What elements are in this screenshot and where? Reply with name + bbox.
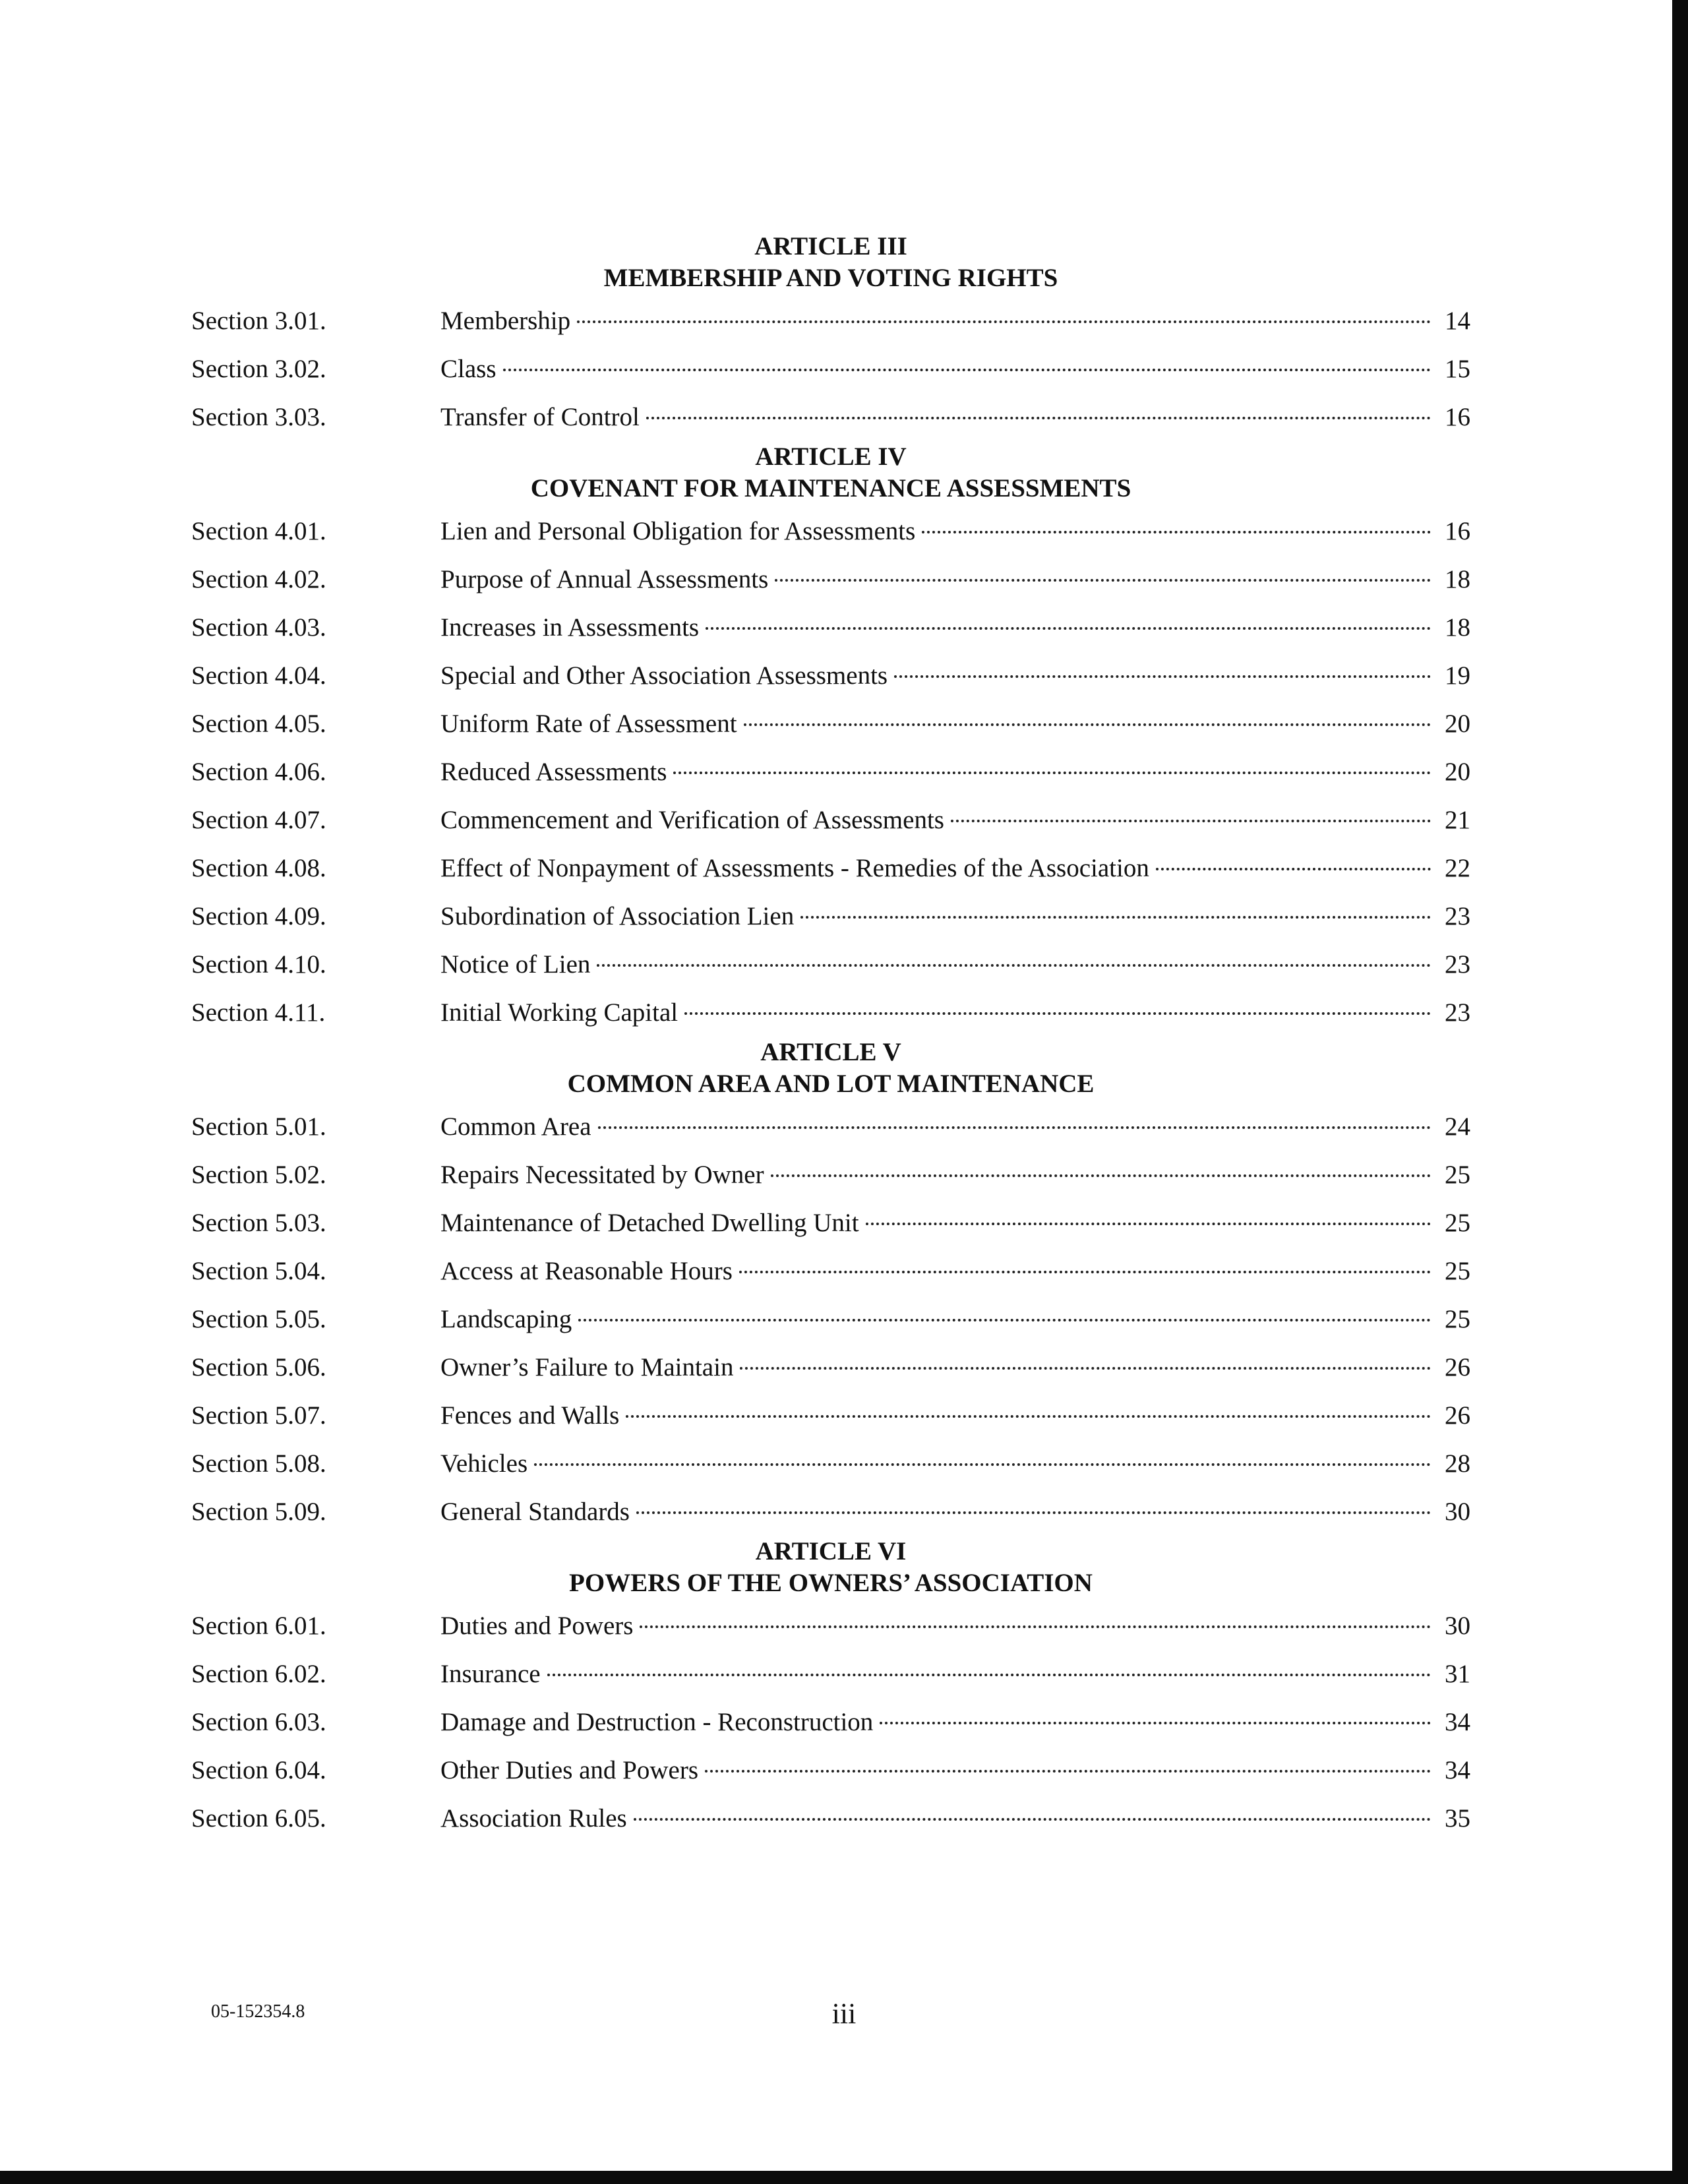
dot-leader <box>739 1271 1431 1273</box>
toc-entry <box>191 1247 1470 1295</box>
toc-entry <box>191 297 1470 345</box>
dot-leader <box>673 772 1431 774</box>
page-number: iii <box>831 1997 857 2030</box>
section-title: Access at Reasonable Hours <box>440 1257 733 1285</box>
dot-leader <box>740 1367 1431 1370</box>
section-page: 24 <box>1445 1112 1470 1141</box>
article-number: ARTICLE V <box>760 1038 901 1066</box>
section-page: 16 <box>1445 517 1470 545</box>
section-number: Section 5.01. <box>191 1112 326 1141</box>
section-page: 26 <box>1445 1401 1470 1430</box>
dot-leader <box>547 1674 1431 1676</box>
toc-entry <box>191 892 1470 940</box>
section-number: Section 4.09. <box>191 902 326 930</box>
section-number: Section 4.11. <box>191 998 326 1027</box>
section-number: Section 4.06. <box>191 758 326 786</box>
toc-entry <box>191 1602 1470 1650</box>
dot-leader <box>646 417 1431 419</box>
article-heading <box>191 1037 1470 1100</box>
dot-leader <box>705 1770 1431 1773</box>
section-title: Vehicles <box>440 1449 528 1478</box>
section-number: Section 6.02. <box>191 1660 326 1688</box>
table-of-contents <box>191 231 1470 1842</box>
section-title: Class <box>440 355 497 383</box>
toc-entry <box>191 748 1470 796</box>
section-page: 30 <box>1445 1612 1470 1640</box>
toc-entry <box>191 1103 1470 1151</box>
toc-entry <box>191 700 1470 748</box>
section-number: Section 5.07. <box>191 1401 326 1430</box>
section-page: 23 <box>1445 950 1470 979</box>
section-page: 25 <box>1445 1305 1470 1333</box>
section-page: 25 <box>1445 1209 1470 1237</box>
section-title: Uniform Rate of Assessment <box>440 710 737 738</box>
article-title: COVENANT FOR MAINTENANCE ASSESSMENTS <box>530 474 1131 502</box>
toc-entry <box>191 1794 1470 1842</box>
section-page: 18 <box>1445 565 1470 593</box>
section-page: 31 <box>1445 1660 1470 1688</box>
toc-entry <box>191 1151 1470 1199</box>
dot-leader <box>503 369 1431 371</box>
section-number: Section 3.03. <box>191 403 326 431</box>
toc-entry <box>191 1698 1470 1746</box>
section-title: General Standards <box>440 1498 630 1526</box>
section-page: 25 <box>1445 1257 1470 1285</box>
section-title: Repairs Necessitated by Owner <box>440 1161 764 1189</box>
section-title: Other Duties and Powers <box>440 1756 699 1784</box>
section-page: 34 <box>1445 1708 1470 1736</box>
toc-entry <box>191 393 1470 441</box>
dot-leader <box>640 1625 1431 1628</box>
toc-entry <box>191 844 1470 892</box>
section-title: Commencement and Verification of Assessments <box>440 806 944 834</box>
section-page: 34 <box>1445 1756 1470 1784</box>
toc-entry <box>191 1199 1470 1247</box>
dot-leader <box>577 320 1431 323</box>
section-number: Section 3.02. <box>191 355 326 383</box>
scan-border-bottom <box>0 2171 1688 2184</box>
article-title: POWERS OF THE OWNERS’ ASSOCIATION <box>569 1569 1093 1597</box>
scan-border-right <box>1672 0 1688 2184</box>
section-number: Section 5.08. <box>191 1449 326 1478</box>
section-page: 19 <box>1445 661 1470 690</box>
section-title: Membership <box>440 307 571 335</box>
section-number: Section 5.02. <box>191 1161 326 1189</box>
section-title: Owner’s Failure to Maintain <box>440 1353 734 1381</box>
section-page: 16 <box>1445 403 1470 431</box>
section-title: Maintenance of Detached Dwelling Unit <box>440 1209 859 1237</box>
section-number: Section 4.03. <box>191 613 326 642</box>
dot-leader <box>866 1223 1431 1225</box>
toc-entry <box>191 555 1470 603</box>
section-number: Section 6.04. <box>191 1756 326 1784</box>
section-page: 15 <box>1445 355 1470 383</box>
dot-leader <box>598 1126 1431 1129</box>
toc-entry <box>191 1440 1470 1488</box>
dot-leader <box>578 1319 1431 1321</box>
section-number: Section 5.06. <box>191 1353 326 1381</box>
dot-leader <box>597 964 1431 967</box>
section-page: 18 <box>1445 613 1470 642</box>
toc-entry <box>191 507 1470 555</box>
dot-leader <box>634 1818 1431 1821</box>
section-number: Section 4.02. <box>191 565 326 593</box>
toc-entry <box>191 988 1470 1037</box>
dot-leader <box>684 1012 1431 1015</box>
dot-leader <box>922 531 1431 533</box>
section-title: Increases in Assessments <box>440 613 700 642</box>
section-number: Section 6.05. <box>191 1804 326 1833</box>
article-title: COMMON AREA AND LOT MAINTENANCE <box>567 1070 1095 1098</box>
section-title: Special and Other Association Assessments <box>440 661 888 690</box>
section-title: Lien and Personal Obligation for Assessments <box>440 517 916 545</box>
section-title: Transfer of Control <box>440 403 640 431</box>
toc-entry <box>191 1343 1470 1391</box>
section-page: 30 <box>1445 1498 1470 1526</box>
section-number: Section 4.05. <box>191 710 326 738</box>
toc-entry <box>191 1391 1470 1440</box>
article-number: ARTICLE IV <box>755 442 907 471</box>
document-id: 05-152354.8 <box>211 2001 305 2022</box>
dot-leader <box>1156 868 1431 870</box>
dot-leader <box>636 1511 1431 1514</box>
section-page: 26 <box>1445 1353 1470 1381</box>
dot-leader <box>775 579 1431 582</box>
article-heading <box>191 1536 1470 1599</box>
section-title: Initial Working Capital <box>440 998 678 1027</box>
section-title: Purpose of Annual Assessments <box>440 565 769 593</box>
section-page: 28 <box>1445 1449 1470 1478</box>
section-page: 22 <box>1445 854 1470 882</box>
toc-entry <box>191 1746 1470 1794</box>
section-number: Section 6.01. <box>191 1612 326 1640</box>
section-title: Notice of Lien <box>440 950 591 979</box>
section-number: Section 4.10. <box>191 950 326 979</box>
section-title: Effect of Nonpayment of Assessments - Remedies of the Association <box>440 854 1149 882</box>
section-number: Section 4.04. <box>191 661 326 690</box>
section-page: 20 <box>1445 710 1470 738</box>
toc-entry <box>191 1488 1470 1536</box>
section-title: Duties and Powers <box>440 1612 634 1640</box>
section-page: 14 <box>1445 307 1470 335</box>
section-title: Subordination of Association Lien <box>440 902 795 930</box>
section-title: Damage and Destruction - Reconstruction <box>440 1708 874 1736</box>
section-number: Section 5.05. <box>191 1305 326 1333</box>
toc-entry <box>191 652 1470 700</box>
dot-leader <box>951 820 1431 822</box>
article-number: ARTICLE VI <box>755 1537 907 1565</box>
toc-entry <box>191 1295 1470 1343</box>
article-number: ARTICLE III <box>754 232 907 260</box>
toc-entry <box>191 603 1470 652</box>
toc-entry <box>191 940 1470 988</box>
section-number: Section 4.08. <box>191 854 326 882</box>
dot-leader <box>706 627 1431 630</box>
dot-leader <box>880 1722 1431 1724</box>
section-title: Fences and Walls <box>440 1401 620 1430</box>
dot-leader <box>626 1415 1431 1418</box>
section-page: 23 <box>1445 902 1470 930</box>
dot-leader <box>744 723 1431 726</box>
section-number: Section 5.04. <box>191 1257 326 1285</box>
article-heading <box>191 441 1470 504</box>
section-page: 35 <box>1445 1804 1470 1833</box>
section-title: Common Area <box>440 1112 591 1141</box>
toc-entry <box>191 345 1470 393</box>
section-number: Section 4.01. <box>191 517 326 545</box>
section-title: Insurance <box>440 1660 541 1688</box>
section-page: 25 <box>1445 1161 1470 1189</box>
toc-entry <box>191 1650 1470 1698</box>
section-number: Section 5.03. <box>191 1209 326 1237</box>
section-title: Landscaping <box>440 1305 572 1333</box>
section-number: Section 6.03. <box>191 1708 326 1736</box>
section-page: 23 <box>1445 998 1470 1027</box>
section-number: Section 3.01. <box>191 307 326 335</box>
section-title: Association Rules <box>440 1804 627 1833</box>
section-page: 21 <box>1445 806 1470 834</box>
section-title: Reduced Assessments <box>440 758 667 786</box>
toc-entry <box>191 796 1470 844</box>
section-page: 20 <box>1445 758 1470 786</box>
dot-leader <box>894 675 1431 678</box>
dot-leader <box>534 1463 1431 1466</box>
dot-leader <box>771 1174 1431 1177</box>
section-number: Section 5.09. <box>191 1498 326 1526</box>
section-number: Section 4.07. <box>191 806 326 834</box>
article-title: MEMBERSHIP AND VOTING RIGHTS <box>603 264 1058 292</box>
article-heading <box>191 231 1470 294</box>
dot-leader <box>800 916 1431 919</box>
